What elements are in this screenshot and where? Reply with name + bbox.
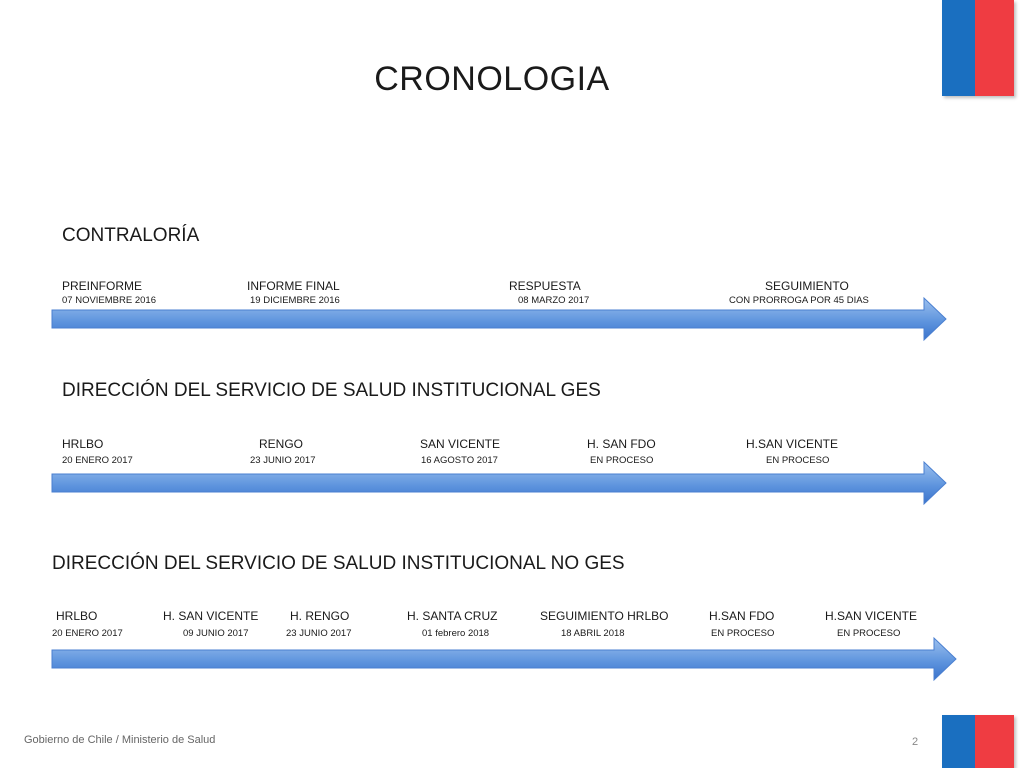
timeline-item-date: 20 ENERO 2017 [52, 628, 123, 639]
timeline-item-date: 23 JUNIO 2017 [286, 628, 352, 639]
slide-title: CRONOLOGIA [374, 60, 610, 98]
timeline-item-name: HRLBO [62, 437, 104, 451]
timeline-item-date: 08 MARZO 2017 [518, 295, 590, 306]
timeline-item-name: H. SAN FDO [587, 437, 656, 451]
timeline-item-name: H. RENGO [290, 609, 350, 623]
timeline-item-date: CON PRORROGA POR 45 DIAS [729, 295, 869, 306]
timeline-item-date: EN PROCESO [711, 628, 775, 639]
timeline-item-name: RENGO [259, 437, 304, 451]
page-number: 2 [912, 736, 919, 748]
timeline-item-name: RESPUESTA [509, 279, 581, 293]
timeline-arrow-no-ges [50, 636, 960, 682]
timeline-item-date: 18 ABRIL 2018 [561, 628, 625, 639]
section-heading-ges: DIRECCIÓN DEL SERVICIO DE SALUD INSTITUCIONAL GES [62, 380, 601, 401]
timeline-arrow-contraloria [50, 296, 950, 342]
timeline-item-date: EN PROCESO [837, 628, 901, 639]
timeline-item-name: H.SAN FDO [709, 609, 775, 623]
timeline-item-date: 09 JUNIO 2017 [183, 628, 249, 639]
section-heading-contraloria: CONTRALORÍA [62, 225, 200, 246]
timeline-item-date: 23 JUNIO 2017 [250, 455, 316, 466]
timeline-item-name: SEGUIMIENTO HRLBO [540, 609, 669, 623]
timeline-item-name: H.SAN VICENTE [746, 437, 839, 451]
timeline-item-date: 19 DICIEMBRE 2016 [250, 295, 340, 306]
timeline-item-date: 16 AGOSTO 2017 [421, 455, 498, 466]
timeline-item-date: 20 ENERO 2017 [62, 455, 133, 466]
timeline-arrow-ges [50, 460, 950, 506]
chile-flag-bottom-decoration [942, 715, 1014, 768]
timeline-item-date: EN PROCESO [766, 455, 830, 466]
timeline-item-name: H.SAN VICENTE [825, 609, 918, 623]
footer-ministry-text: Gobierno de Chile / Ministerio de Salud [24, 734, 216, 746]
timeline-item-name: INFORME FINAL [247, 279, 340, 293]
timeline-item-name: SAN VICENTE [420, 437, 501, 451]
timeline-item-name: SEGUIMIENTO [765, 279, 849, 293]
timeline-item-date: EN PROCESO [590, 455, 654, 466]
section-heading-no-ges: DIRECCIÓN DEL SERVICIO DE SALUD INSTITUCIONAL NO GES [52, 553, 625, 574]
timeline-item-name: H. SANTA CRUZ [407, 609, 498, 623]
timeline-item-name: PREINFORME [62, 279, 143, 293]
timeline-item-name: HRLBO [56, 609, 98, 623]
timeline-item-name: H. SAN VICENTE [163, 609, 259, 623]
timeline-item-date: 01 febrero 2018 [422, 628, 490, 639]
timeline-item-date: 07 NOVIEMBRE 2016 [62, 295, 156, 306]
